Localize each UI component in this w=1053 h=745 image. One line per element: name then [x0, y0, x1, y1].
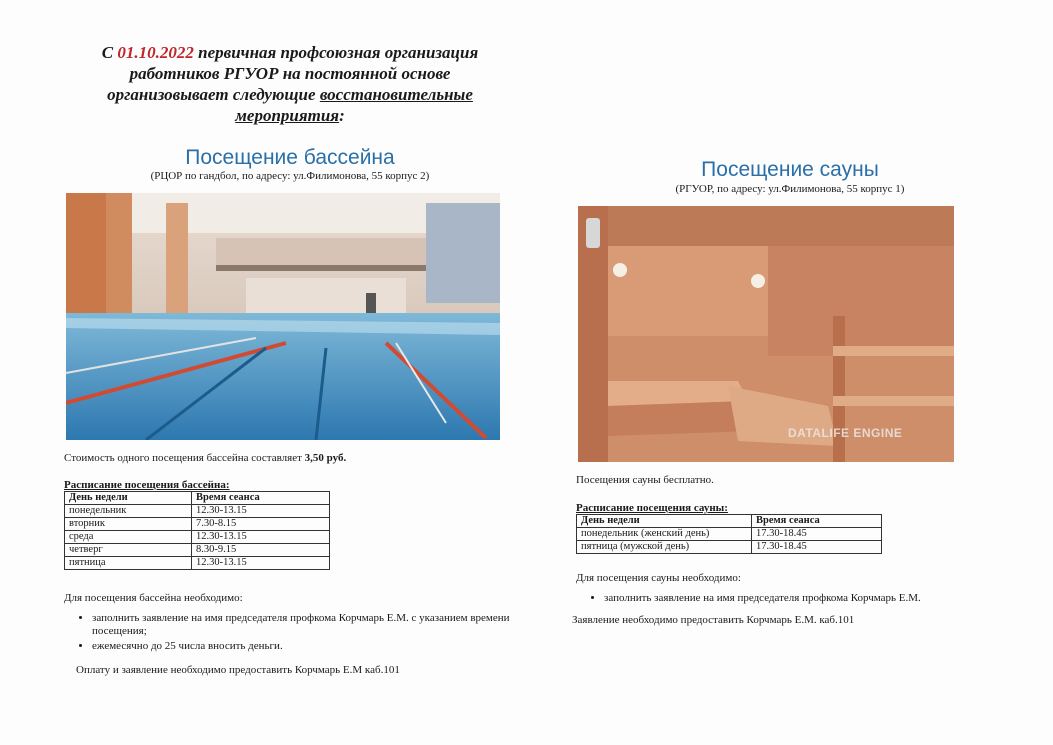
pool-price-value: 3,50 руб. [304, 452, 347, 464]
col-day-header: День недели [65, 492, 192, 505]
pool-requirements-list [68, 612, 532, 655]
time-cell: 8.30-9.15 [192, 544, 330, 557]
list-item: • ежемесячно до 25 числа вносить деньги. [92, 640, 532, 653]
time-cell: 12.30-13.15 [192, 505, 330, 518]
heading-colon: : [339, 106, 345, 125]
pool-illustration [66, 193, 500, 440]
day-cell: понедельник (женский день) [577, 528, 752, 541]
pool-schedule-table [64, 491, 330, 570]
table-row [65, 557, 330, 570]
sauna-requirements-intro: Для посещения сауны необходимо: [576, 572, 741, 584]
day-cell: пятница [65, 557, 192, 570]
sauna-illustration [578, 206, 954, 462]
pool-subtitle: (РЦОР по гандбол, по адресу: ул.Филимонова, 55 корпус 2) [150, 170, 430, 182]
col-time-header: Время сеанса [752, 515, 882, 528]
time-cell: 17.30-18.45 [752, 528, 882, 541]
table-row [577, 528, 882, 541]
heading-line3a: организовывает следующие [107, 85, 320, 104]
pool-price-line [64, 452, 346, 464]
col-day-header: День недели [577, 515, 752, 528]
col-time-header: Время сеанса [192, 492, 330, 505]
list-item: • заполнить заявление на имя председателя профкома Корчмарь Е.М. с указанием времени посещения; [92, 612, 532, 638]
day-cell: понедельник [65, 505, 192, 518]
announcement-heading [60, 42, 520, 126]
pool-photo [66, 193, 500, 440]
table-row [65, 505, 330, 518]
sauna-photo [578, 206, 954, 462]
time-cell: 12.30-13.15 [192, 557, 330, 570]
list-item: • заполнить заявление на имя председателя профкома Корчмарь Е.М. [604, 592, 1004, 605]
sauna-footer: Заявление необходимо предоставить Корчмарь Е.М. каб.101 [572, 614, 855, 626]
heading-line1: первичная профсоюзная организация [193, 43, 479, 62]
heading-date: 01.10.2022 [117, 43, 194, 62]
table-header-row [65, 492, 330, 505]
pool-requirements-intro: Для посещения бассейна необходимо: [64, 592, 243, 604]
day-cell: вторник [65, 518, 192, 531]
table-row [65, 531, 330, 544]
sauna-title: Посещение сауны [701, 158, 879, 181]
time-cell: 12.30-13.15 [192, 531, 330, 544]
pool-title: Посещение бассейна [185, 146, 395, 169]
pool-schedule-caption: Расписание посещения бассейна: [64, 479, 230, 491]
heading-prefix: С [101, 43, 118, 62]
table-header-row [577, 515, 882, 528]
table-row [577, 541, 882, 554]
pool-footer: Оплату и заявление необходимо предоставить Корчмарь Е.М каб.101 [76, 664, 400, 676]
time-cell: 7.30-8.15 [192, 518, 330, 531]
time-cell: 17.30-18.45 [752, 541, 882, 554]
table-row [65, 544, 330, 557]
sauna-subtitle: (РГУОР, по адресу: ул.Филимонова, 55 корпус 1) [675, 183, 905, 195]
sauna-schedule-table [576, 514, 882, 554]
sauna-schedule-caption: Расписание посещения сауны: [576, 502, 728, 514]
table-row [65, 518, 330, 531]
heading-line4: мероприятия [235, 106, 340, 125]
watermark: DATALIFE ENGINE [788, 426, 903, 440]
day-cell: четверг [65, 544, 192, 557]
heading-line2: работников РГУОР на постоянной основе [129, 64, 451, 83]
sauna-requirements-list [580, 592, 1004, 607]
day-cell: среда [65, 531, 192, 544]
sauna-price-line: Посещения сауны бесплатно. [576, 474, 714, 486]
day-cell: пятница (мужской день) [577, 541, 752, 554]
heading-line3b: восстановительные [319, 85, 473, 104]
pool-price-text: Стоимость одного посещения бассейна составляет [64, 452, 305, 464]
